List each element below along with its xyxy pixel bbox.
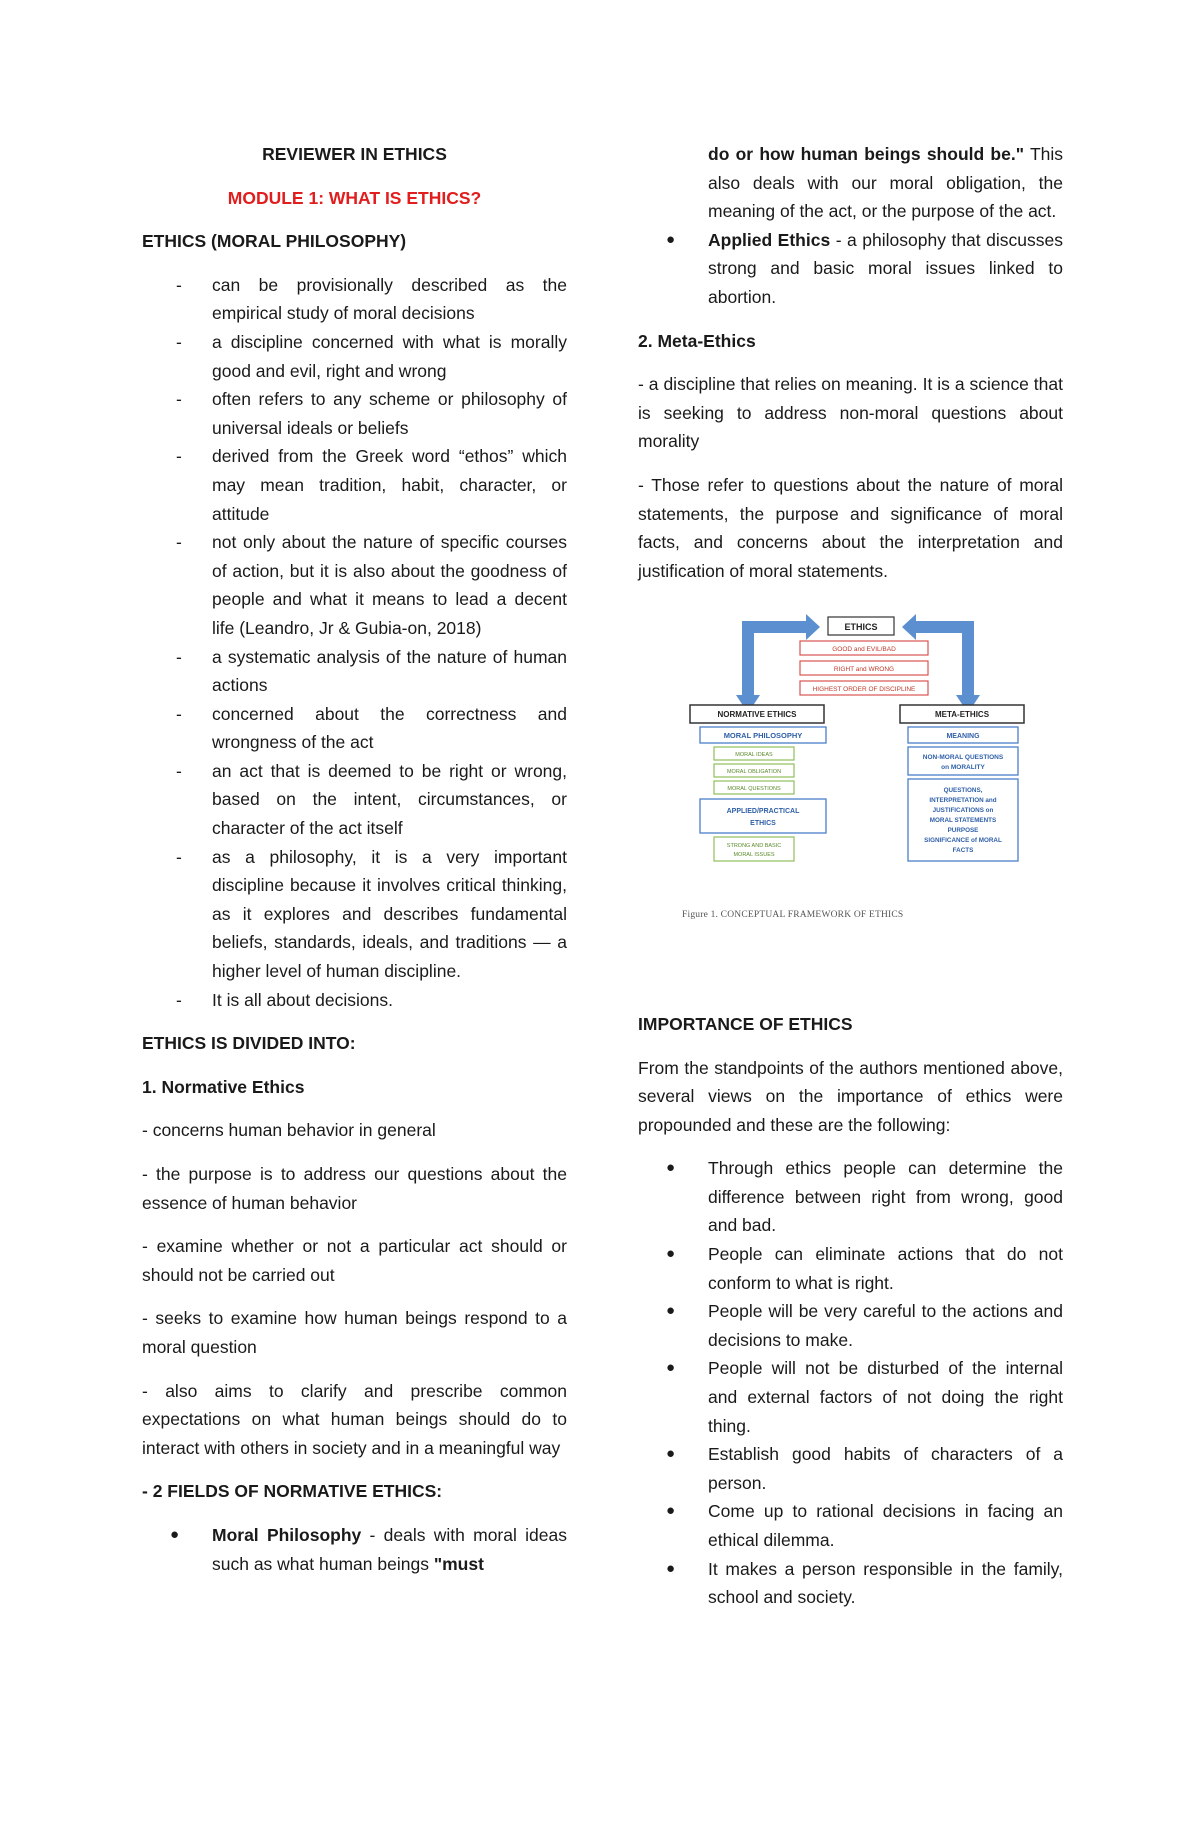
questions-label: PURPOSE [947, 827, 979, 835]
list-item: ● Applied Ethics - a philosophy that discusses strong and basic moral issues linked to abortion. [666, 229, 1064, 307]
list-item: ● People will not be disturbed of the internal and external factors of not doing the right thing. [666, 1358, 1063, 1436]
fields-heading: - 2 FIELDS OF NORMATIVE ETHICS: [142, 1481, 443, 1502]
questions-label: QUESTIONS, [943, 787, 983, 795]
applied-list [638, 226, 1063, 312]
divided-heading: ETHICS IS DIVIDED INTO: [142, 1033, 356, 1054]
applied-term: Applied Ethics [708, 229, 831, 250]
mp-item-label: MORAL IDEAS [735, 752, 773, 759]
arrow-vertical-left [742, 621, 754, 697]
fields-list-continued [638, 140, 1063, 226]
importance-intro: From the standpoints of the authors mentioned above, several views on the importance of ethics were propounded and these are the following: [638, 1057, 1063, 1135]
ae-item-label: STRONG AND BASIC [726, 843, 782, 850]
normative-point: - the purpose is to address our questions about the essence of human behavior [142, 1164, 567, 1213]
list-item: - It is all about decisions. [176, 989, 393, 1010]
list-item: - a discipline concerned with what is morally good and evil, right and wrong [176, 331, 567, 381]
importance-heading: IMPORTANCE OF ETHICS [638, 1013, 853, 1034]
meaning-label: MEANING [946, 733, 980, 741]
list-item: - often refers to any scheme or philosophy of universal ideals or beliefs [176, 389, 567, 438]
moral-philosophy-term: Moral Philosophy [212, 1524, 362, 1545]
list-item: - concerned about the correctness and wrongness of the act [176, 703, 567, 753]
mp-item-label: MORAL QUESTIONS [727, 786, 781, 793]
ethics-box-label: ETHICS [844, 622, 878, 633]
normative-point: - seeks to examine how human beings respond to a moral question [142, 1308, 567, 1357]
importance-list [638, 1154, 1063, 1612]
arrow-vertical-right [962, 621, 974, 697]
spacer [638, 930, 1063, 1010]
doc-title: REVIEWER IN ETHICS [262, 144, 447, 164]
applied-ethics-label: ETHICS [750, 820, 776, 828]
arrow-right-icon [748, 614, 820, 640]
list-item: ● Come up to rational decisions in facing an ethical dilemma. [666, 1501, 1063, 1550]
module-title: MODULE 1: WHAT IS ETHICS? [227, 187, 482, 208]
list-item: - as a philosophy, it is a very important discipline because it involves critical thinking, as it explores and describes fundamental beliefs, standards, ideals, and traditions — a higher level of human discipline. [176, 846, 567, 982]
applied-ethics-label: APPLIED/PRACTICAL [726, 808, 800, 816]
right-column [638, 140, 1063, 1627]
conceptual-framework-figure [682, 607, 1028, 930]
questions-label: FACTS [952, 847, 974, 855]
list-item: ● Moral Philosophy - deals with moral ideas such as what human beings "must [170, 1524, 567, 1574]
normative-point: - concerns human behavior in general [142, 1120, 436, 1141]
normative-point: - examine whether or not a particular act should or should not be carried out [142, 1236, 567, 1285]
meta-point: - Those refer to questions about the nature of moral statements, the purpose and significance of moral facts, and concerns about the interpretation and justification of moral statements. [638, 474, 1063, 581]
arrow-left-icon [902, 614, 968, 640]
list-item: ● People will be very careful to the actions and decisions to make. [666, 1301, 1063, 1350]
list-item: ● Establish good habits of characters of a person. [666, 1444, 1063, 1493]
list-item: - derived from the Greek word “ethos” which may mean tradition, habit, character, or attitude [176, 446, 567, 524]
ethics-heading: ETHICS (MORAL PHILOSOPHY) [142, 231, 407, 252]
list-item: ● It makes a person responsible in the family, school and society. [666, 1558, 1063, 1608]
meta-ethics-label: META-ETHICS [934, 710, 990, 720]
meta-point: - a discipline that relies on meaning. It is a science that is seeking to address non-moral questions about morality [638, 374, 1063, 452]
left-column [142, 140, 567, 1593]
list-item: - an act that is deemed to be right or wrong, based on the intent, circumstances, or character of the act itself [176, 760, 567, 839]
list-item: - a systematic analysis of the nature of human actions [176, 646, 567, 696]
figure-caption: Figure 1. CONCEPTUAL FRAMEWORK OF ETHICS [682, 910, 904, 921]
meta-heading: 2. Meta-Ethics [638, 330, 756, 351]
questions-label: INTERPRETATION and [929, 797, 997, 805]
questions-label: JUSTIFICATIONS on [932, 807, 994, 815]
moral-philosophy-label: MORAL PHILOSOPHY [723, 731, 803, 741]
list-item-continued: do or how human beings should be." This also deals with our moral obligation, the meaning of the act, or the purpose of the act. [708, 144, 1064, 222]
normative-heading: 1. Normative Ethics [142, 1076, 305, 1097]
normative-point: - also aims to clarify and prescribe common expectations on what human beings should do to interact with others in society and in a meaningful way [142, 1380, 567, 1458]
top-item-label: RIGHT and WRONG [833, 666, 895, 674]
mp-item-label: MORAL OBLIGATION [726, 769, 782, 776]
ethics-points-list [142, 271, 567, 1014]
non-moral-questions-label: on MORALITY [941, 764, 985, 772]
normative-ethics-label: NORMATIVE ETHICS [717, 710, 797, 720]
framework-diagram [688, 607, 1028, 897]
ae-item-label: MORAL ISSUES [733, 852, 775, 859]
list-item: ● People can eliminate actions that do not conform to what is right. [666, 1244, 1063, 1293]
questions-label: SIGNIFICANCE of MORAL [924, 837, 1002, 845]
list-item: ● Through ethics people can determine the difference between right from wrong, good and bad. [666, 1158, 1063, 1236]
list-item: - can be provisionally described as the empirical study of moral decisions [176, 274, 567, 324]
non-moral-questions-label: NON-MORAL QUESTIONS [922, 754, 1004, 762]
top-item-label: GOOD and EVIL/BAD [832, 646, 896, 654]
fields-list [142, 1521, 567, 1578]
top-item-label: HIGHEST ORDER OF DISCIPLINE [812, 686, 916, 694]
questions-label: MORAL STATEMENTS [929, 817, 997, 825]
applied-ethics-box [700, 799, 826, 833]
list-item: - not only about the nature of specific courses of action, but it is also about the goodness of people and what it means to lead a decent life (Leandro, Jr & Gubia-on, 2018) [176, 532, 567, 638]
